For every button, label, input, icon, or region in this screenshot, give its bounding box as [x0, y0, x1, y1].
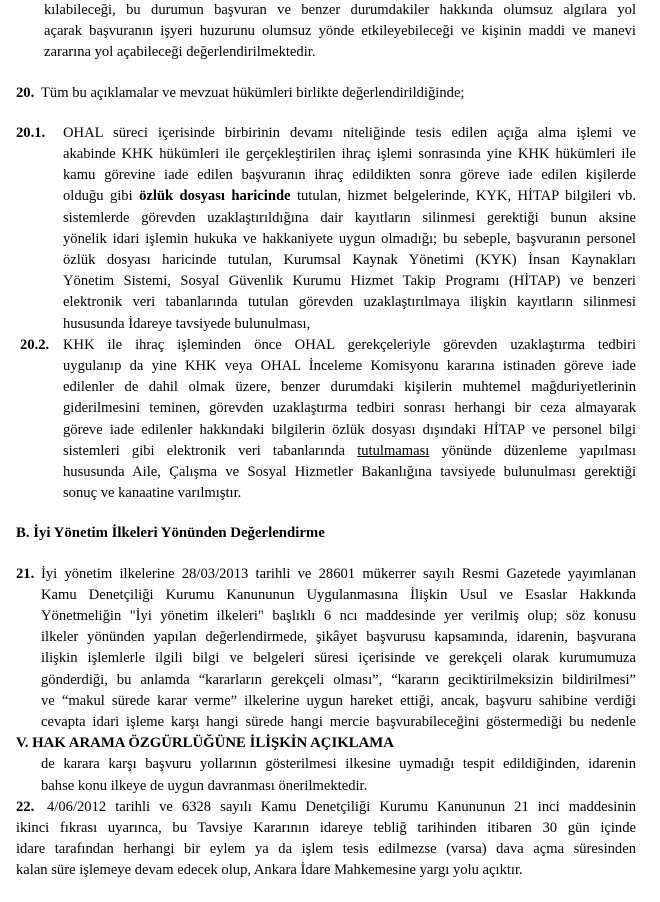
- paragraph-number-20-1: 20.1.: [16, 124, 46, 141]
- text-run: olduğu gibi: [63, 188, 140, 205]
- paragraph-line: kılabileceği, bu durumun başvuran ve benzer durumdakiler hakkında olumsuz algılara yol: [44, 2, 636, 18]
- paragraph-line: uygulanıp da yine KHK veya OHAL İnceleme Komisyonu kararına istinaden göreve iade: [63, 358, 636, 374]
- bold-text-run: özlük dosyası haricinde: [139, 188, 291, 205]
- paragraph-number-20: 20.: [16, 84, 35, 101]
- section-heading-b: B. İyi Yönetim İlkeleri Yönünden Değerlendirme: [16, 525, 325, 542]
- paragraph-line: idare tarafından herhangi bir eylem ya da işlem tesis edilmezse (varsa) dava açma süresinden: [16, 841, 636, 858]
- paragraph-line: kamu görevine iade edilen başvuranın ihraç edildikten sonra göreve iade edilen kişilerde: [63, 167, 636, 184]
- paragraph-line: yönelik idari işlemin hukuka ve hakkaniyete uygun olmadığı; bu sebeple, başvuranın personel: [63, 230, 636, 247]
- paragraph-number-20-2: 20.2.: [20, 336, 50, 353]
- text-run: tutulan, hizmet belgelerinde, KYK, HİTAP bilgileri vb.: [290, 188, 637, 205]
- paragraph-line: KHK ile ihraç işleminden önce OHAL gerekçeleriyle görevden uzaklaştırma tedbiri: [63, 336, 636, 353]
- paragraph-line: hususunda Aile, Çalışma ve Sosyal Hizmetler Bakanlığına tavsiyede bulunulması gerektiği: [63, 464, 636, 480]
- paragraph-line: 4/06/2012 tarihli ve 6328 sayılı Kamu Denetçiliği Kurumu Kanununun 21 inci maddesinin: [47, 798, 636, 815]
- paragraph-line: de karara karşı başvuru yollarının gösterilmesi ilkesine uymadığı tespit edildiğinden, idarenin: [41, 756, 636, 773]
- paragraph-line: kalan süre işlemeye devam edecek olup, Ankara İdare Mahkemesine yargı yolu açıktır.: [16, 862, 523, 879]
- paragraph-line: ikinci fıkrası uyarınca, bu Tavsiye Kararının idareye tebliğ tarihinden itibaren 30 gün içinde: [16, 820, 636, 836]
- paragraph-line: İyi yönetim ilkelerine 28/03/2013 tarihli ve 28601 mükerrer sayılı Resmi Gazetede yayımlanan: [41, 565, 636, 582]
- paragraph-line: giderilmesini teminen, görevden uzaklaştırma tedbiri sonrası herhangi bir ceza almayarak: [63, 400, 636, 417]
- paragraph-line: elektronik veri tabanlarında tutulan görevden uzaklaştırılmaya ilişkin kayıtların silinmesi: [63, 294, 636, 311]
- paragraph-line: hususunda İdareye tavsiyede bulunulması,: [63, 315, 311, 332]
- paragraph-number-22: 22.: [16, 798, 35, 815]
- paragraph-line: cevapta idari işleme karşı hangi sürede hangi mercie başvurabileceğini göstermediği bu nedenle: [41, 714, 636, 730]
- paragraph-line: zararına yol açabileceği değerlendirilmektedir.: [44, 44, 316, 61]
- paragraph-line: Yönetmeliğin "İyi yönetim ilkeleri" başlıklı 6 ncı maddesinde yer verilmiş olup; söz konusu: [41, 608, 636, 624]
- paragraph-line: sonuç ve kanaatine varılmıştır.: [63, 485, 242, 502]
- paragraph-line: Kamu Denetçiliği Kurumu Kanununun Uygulanmasına İlişkin Usul ve Esaslar Hakkında: [41, 586, 636, 603]
- paragraph-number-21: 21.: [16, 565, 35, 582]
- paragraph-line: edilenler de dahil olmak üzere, benzer durumdaki kişilerin muhtemel mağduriyetlerinin: [63, 379, 636, 396]
- underlined-text-run: tutulmaması: [357, 442, 430, 459]
- paragraph-line: sistemlerde görevden uzaklaştırıldığına dair kayıtların silinmesi gerektiği bunun aksine: [63, 209, 636, 226]
- text-run: yönünde düzenleme yapılması: [429, 442, 637, 459]
- paragraph-line: ilkeler yönünden yapılan değerlendirmede, şikâyet başvurusu kapsamında, idarenin, başvurana: [41, 629, 636, 646]
- paragraph-line: göreve iade edilenler hakkındaki bilgilerin özlük dosyası dışındaki HİTAP ve personel bilgi: [63, 421, 636, 438]
- paragraph-line: açarak başvuranın işyeri huzurunu olumsuz yönde etkileyebileceği ve kişinin maddi ve manevi: [44, 23, 636, 40]
- paragraph-line: [63, 441, 636, 461]
- paragraph-line: akabinde KHK hükümleri ile gerçekleştirilen ihraç işlemi sonrasında yine KHK hükümleri ile: [63, 146, 636, 162]
- text-run: sistemleri gibi elektronik veri tabanlarında: [63, 442, 358, 459]
- paragraph-20-text: Tüm bu açıklamalar ve mevzuat hükümleri birlikte değerlendirildiğinde;: [41, 84, 465, 101]
- paragraph-line: gönderdiği, bu anlamda “kararların gerekçeli olması”, “kararın geciktirilmeksizin bildirilmesi”: [41, 671, 636, 688]
- paragraph-line: ilişkin işlemlerle ilgili bilgi ve belgeleri süresi içerisinde ve gerekçeli olarak kurumumuza: [41, 650, 636, 667]
- paragraph-line: ve “makul sürede karar verme” ilkelerine uygun hareket ettiği, ancak, başvuru sahibine verdiği: [41, 692, 636, 709]
- paragraph-line: Yönetim Sistemi, Sosyal Güvenlik Kurumu Hizmet Takip Programı (HİTAP) ve benzeri: [63, 273, 636, 290]
- section-heading-v: V. HAK ARAMA ÖZGÜRLÜĞÜNE İLİŞKİN AÇIKLAMA: [16, 735, 394, 752]
- paragraph-line: özlük dosyası haricinde tutulan, Kurumsal Kaynak Yönetimi (KYK) İnsan Kaynakları: [63, 252, 636, 268]
- paragraph-line: OHAL süreci içerisinde birbirinin devamı niteliğinde tesis edilen açığa alma işlemi ve: [63, 124, 636, 141]
- paragraph-line: [63, 186, 636, 206]
- paragraph-line: bahse konu ilkeye de uygun davranması önerilmektedir.: [41, 777, 368, 794]
